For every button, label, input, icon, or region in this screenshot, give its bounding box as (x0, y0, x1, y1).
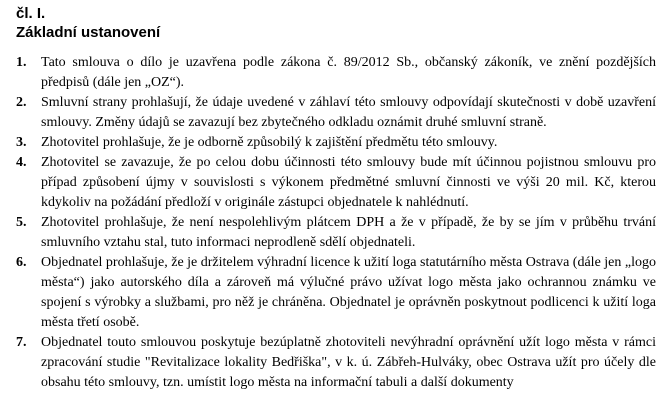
clause-list (16, 53, 656, 393)
clause-number: 5. (16, 215, 27, 230)
clause-text: Zhotovitel se zavazuje, že po celou dobu účinnosti této smlouvy bude mít účinnou pojistnou smlouvu pro případ způsobení újmy v souvislosti s výkonem předmětné smluvní činnosti ve výši 20 mil. Kč, kterou kdykoliv na požádání předloží v originále zástupci objednatele k nahlédnutí. (41, 155, 656, 210)
clause-item (16, 53, 656, 93)
clause-number: 4. (16, 155, 27, 170)
article-number: čl. I. (16, 5, 46, 22)
clause-item (16, 213, 656, 253)
clause-item (16, 93, 656, 133)
clause-text: Smluvní strany prohlašují, že údaje uvedené v záhlaví této smlouvy odpovídají skutečnosti v době uzavření smlouvy. Změny údajů se zavazují bez zbytečného odkladu oznámit druhé smluvní straně. (41, 95, 656, 130)
clause-item (16, 133, 656, 153)
clause-number: 7. (16, 335, 27, 350)
clause-item (16, 153, 656, 213)
article-title: Základní ustanovení (16, 24, 161, 41)
clause-text: Tato smlouva o dílo je uzavřena podle zákona č. 89/2012 Sb., občanský zákoník, ve znění pozdějších předpisů (dále jen „OZ“). (41, 55, 656, 90)
clause-number: 6. (16, 255, 27, 270)
clause-item (16, 333, 656, 393)
clause-item (16, 253, 656, 333)
clause-text: Zhotovitel prohlašuje, že není nespolehlivým plátcem DPH a že v případě, že by se jím v průběhu trvání smluvního vztahu stal, tuto informaci neprodleně sdělí objednateli. (41, 215, 656, 250)
document-page (16, 0, 656, 393)
clause-text: Zhotovitel prohlašuje, že je odborně způsobilý k zajištění předmětu této smlouvy. (41, 135, 498, 150)
clause-number: 1. (16, 55, 27, 70)
clause-number: 3. (16, 135, 27, 150)
clause-text: Objednatel prohlašuje, že je držitelem výhradní licence k užití loga statutárního města Ostrava (dále jen „logo města“) jako autorského díla a zároveň má výlučné právo užívat logo města jako ochrannou známku ve spojení s výrobky a službami, pro něž je chráněna. Objednatel je oprávněn poskytnout podlicenci k užití loga města třetí osobě. (41, 255, 656, 330)
clause-text: Objednatel touto smlouvou poskytuje bezúplatně zhotoviteli nevýhradní oprávnění užít logo města v rámci zpracování studie "Revitalizace lokality Bedřiška", v k. ú. Zábřeh-Hulváky, obec Ostrava užít pro účely dle obsahu této smlouvy, tzn. umístit logo města na informační tabuli a další dokumenty (41, 335, 656, 390)
clause-number: 2. (16, 95, 27, 110)
